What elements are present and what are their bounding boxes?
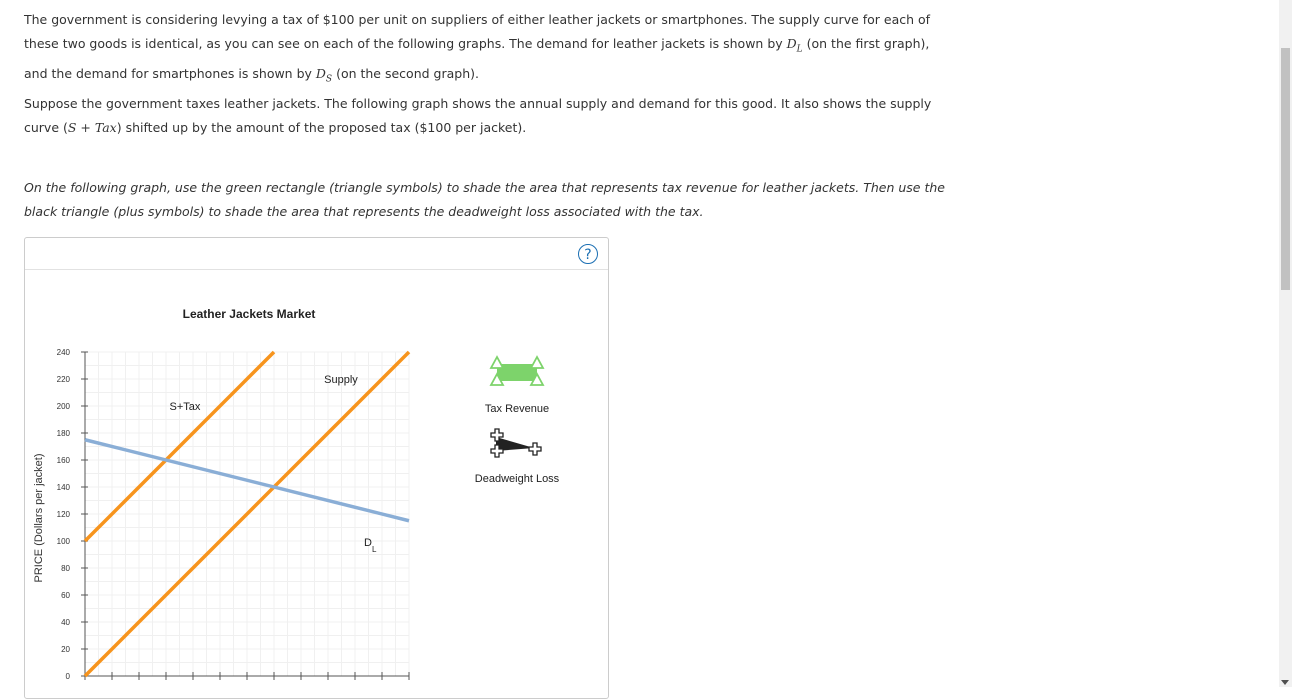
y-tick-label: 180: [56, 429, 70, 438]
triangle-handle-icon: [531, 357, 543, 368]
y-tick-label: 80: [61, 564, 70, 573]
demand-smartphone-symbol: $D_S$: [315, 65, 333, 84]
y-tick-label: 240: [56, 348, 70, 357]
supply-label: Supply: [324, 374, 358, 386]
demand-label: D: [364, 537, 372, 549]
y-axis-label: PRICE (Dollars per jacket): [33, 453, 45, 583]
y-tick-label: 120: [56, 510, 70, 519]
y-tick-label: 140: [56, 483, 70, 492]
demand-leather-symbol: $D_L$: [786, 36, 803, 55]
y-tick-label: 220: [56, 375, 70, 384]
instruction-paragraph: On the following graph, use the green rectangle (triangle symbols) to shade the area that represents tax revenue for leather jackets. Then use the black triangle (plus symbols) to shade the area that represents the deadweight loss associated with the tax.: [24, 180, 945, 219]
y-tick-label: 40: [61, 618, 70, 627]
y-tick-label: 200: [56, 402, 70, 411]
demand-label-subscript: L: [372, 545, 377, 554]
demand-smartphone-subscript: S: [325, 74, 333, 84]
scrollbar-thumb[interactable]: [1281, 48, 1290, 290]
scroll-down-arrow-icon[interactable]: [1281, 680, 1289, 685]
intro-paragraph-2: Suppose the government taxes leather jackets. The following graph shows the annual supply and demand for this good. It also shows the supply curve (S + Tax) shifted up by the amount of the proposed tax ($100 per jacket).: [24, 96, 932, 135]
supply-plus-tax-symbol: S + Tax: [67, 120, 117, 135]
tax-revenue-label: Tax Revenue: [484, 403, 550, 415]
supply-tax-label: S+Tax: [169, 401, 201, 413]
deadweight-loss-label: Deadweight Loss: [474, 473, 560, 485]
y-tick-label: 160: [56, 456, 70, 465]
y-tick-label: 20: [61, 645, 70, 654]
chart-title: Leather Jackets Market: [182, 307, 316, 321]
plus-handle-icon: [529, 443, 541, 455]
intro-paragraph-1: The government is considering levying a tax of $100 per unit on suppliers of either leather jackets or smartphones. The supply curve for each of these two goods is identical, as you can see on each of the following graphs. The demand for leather jackets is shown by $D_L$ (on the first graph), and the demand for smartphones is shown by $D_S$ (on the second graph).: [24, 12, 931, 84]
page-scrollbar[interactable]: [1279, 0, 1292, 687]
y-tick-label: 100: [56, 537, 70, 546]
y-tick-label: 0: [65, 672, 70, 681]
demand-leather-subscript: L: [796, 44, 803, 55]
y-tick-label: 60: [61, 591, 70, 600]
help-button[interactable]: ?: [578, 244, 598, 264]
triangle-handle-icon: [491, 357, 503, 368]
